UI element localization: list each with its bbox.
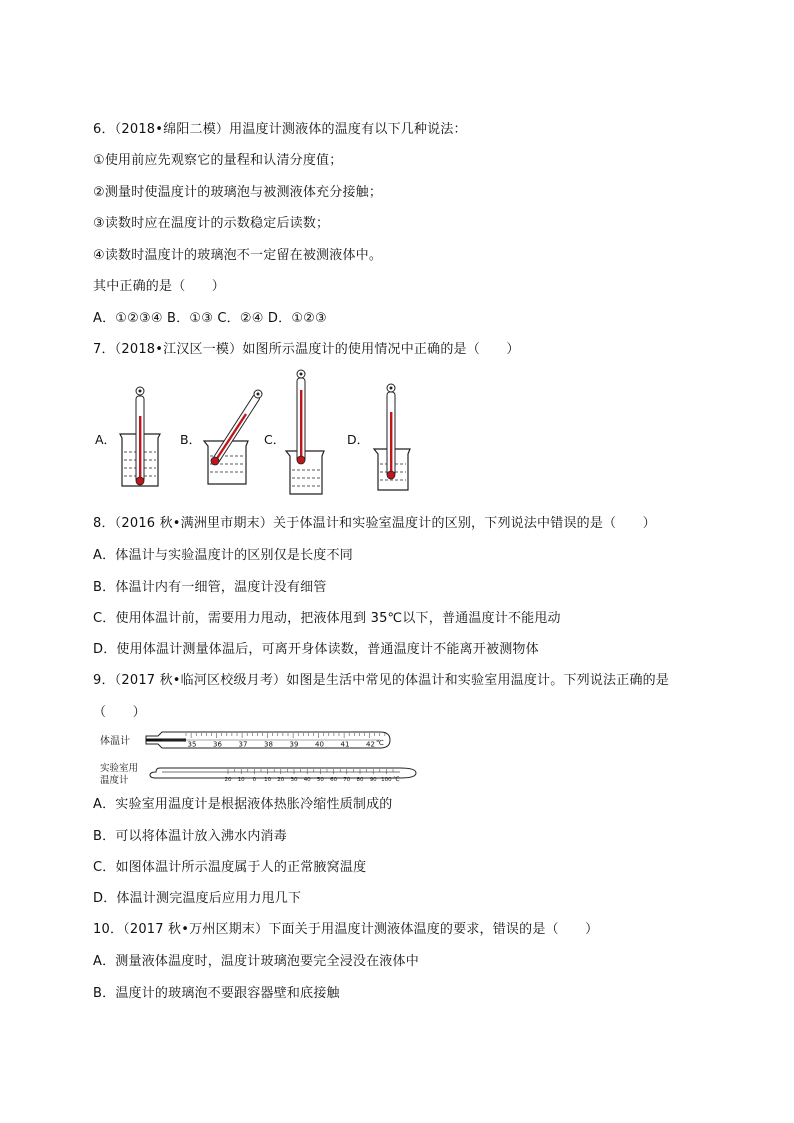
q6-statement-2: ②测量时使温度计的玻璃泡与被测液体充分接触；	[93, 185, 383, 200]
clinical-label: 体温计	[100, 736, 130, 747]
q8-option-d: D．使用体温计测量体温后，可离开身体读数，普通温度计不能离开被测物体	[93, 642, 539, 657]
q8-option-a: A．体温计与实验温度计的区别仅是长度不同	[93, 548, 353, 563]
lab-tick-label: 100	[381, 777, 392, 783]
clinical-tick-label: 41	[340, 740, 350, 749]
lab-tick-label: 90	[369, 777, 377, 783]
q9-option-c: C．如图体温计所示温度属于人的正常腋窝温度	[93, 860, 367, 875]
q6-statement-1: ①使用前应先观察它的量程和认清分度值；	[93, 153, 343, 168]
clinical-tick-label: 36	[213, 740, 222, 749]
lab-unit: ℃	[393, 776, 400, 783]
q6-statement-4: ④读数时温度计的玻璃泡不一定留在被测液体中。	[93, 248, 383, 263]
clinical-tick-label: 42	[366, 740, 375, 749]
clinical-tick-label: 38	[264, 740, 273, 749]
q9-thermometer-figure	[100, 728, 420, 788]
clinical-thermometer	[146, 732, 390, 749]
clinical-unit: ℃	[376, 739, 384, 747]
q9-stem: 9．（2017 秋•临河区校级月考）如图是生活中常见的体温计和实验室用温度计。下列说法正确的是	[93, 673, 670, 688]
q9-option-b: B．可以将体温计放入沸水内消毒	[93, 829, 287, 844]
q7-label-d: D．	[347, 432, 370, 447]
q7-label-b: B．	[180, 432, 202, 447]
lab-tick-label: 30	[290, 777, 298, 783]
q10-option-a: A．测量液体温度时，温度计玻璃泡要完全浸没在液体中	[93, 954, 419, 969]
lab-tick-label: 80	[356, 777, 364, 783]
q8-stem: 8．（2016 秋•满洲里市期末）关于体温计和实验室温度计的区别，下列说法中错误的是（ ）	[93, 516, 656, 531]
q7-label-a: A．	[95, 432, 117, 447]
lab-tick-label: 10	[264, 777, 272, 783]
lab-tick-label: 40	[303, 777, 311, 783]
clinical-tick-label: 37	[238, 740, 248, 749]
q8-option-b: B．体温计内有一细管，温度计没有细管	[93, 580, 327, 595]
clinical-tick-label: 35	[187, 740, 197, 749]
q10-stem: 10．（2017 秋•万州区期末）下面关于用温度计测液体温度的要求，错误的是（ ）	[93, 922, 599, 937]
clinical-tick-label: 39	[289, 740, 299, 749]
lab-tick-label: 60	[330, 777, 338, 783]
q9-option-d: D．体温计测完温度后应用力甩几下	[93, 891, 302, 906]
clinical-tick-label: 40	[315, 740, 324, 749]
lab-tick-label: 0	[252, 777, 257, 783]
q6-options: A．①②③④ B．①③ C．②④ D．①②③	[93, 311, 327, 326]
lab-tick-label: 70	[343, 777, 351, 783]
q7-figure-d	[374, 384, 410, 490]
q6-ask: 其中正确的是（ ）	[93, 279, 226, 294]
q6-statement-3: ③读数时应在温度计的示数稳定后读数；	[93, 216, 330, 231]
lab-tick-label: 20	[277, 777, 285, 783]
q9-blank: （ ）	[93, 705, 146, 720]
q6-stem: 6．（2018•绵阳二模）用温度计测液体的温度有以下几种说法：	[93, 122, 467, 137]
lab-tick-label: 50	[316, 777, 324, 783]
q9-option-a: A．实验室用温度计是根据液体热胀冷缩性质制成的	[93, 797, 393, 812]
q7-figure-b	[204, 390, 262, 484]
q7-label-c: C．	[264, 432, 286, 447]
q7-figure-c	[286, 370, 324, 494]
q7-stem: 7．（2018•江汉区一模）如图所示温度计的使用情况中正确的是（ ）	[93, 342, 520, 357]
q10-option-b: B．温度计的玻璃泡不要跟容器壁和底接触	[93, 986, 340, 1001]
lab-label-line-1: 实验室用	[100, 763, 139, 774]
q7-thermometer-figure	[100, 368, 440, 496]
q8-option-c: C．使用体温计前，需要用力甩动，把液体甩到 35℃以下，普通温度计不能甩动	[93, 611, 561, 626]
lab-tick-label: 10	[237, 777, 245, 783]
lab-tick-label: 20	[224, 777, 232, 783]
q7-figure-a	[120, 387, 160, 486]
lab-label-line-2: 温度计	[100, 775, 129, 786]
lab-thermometer	[150, 768, 416, 783]
